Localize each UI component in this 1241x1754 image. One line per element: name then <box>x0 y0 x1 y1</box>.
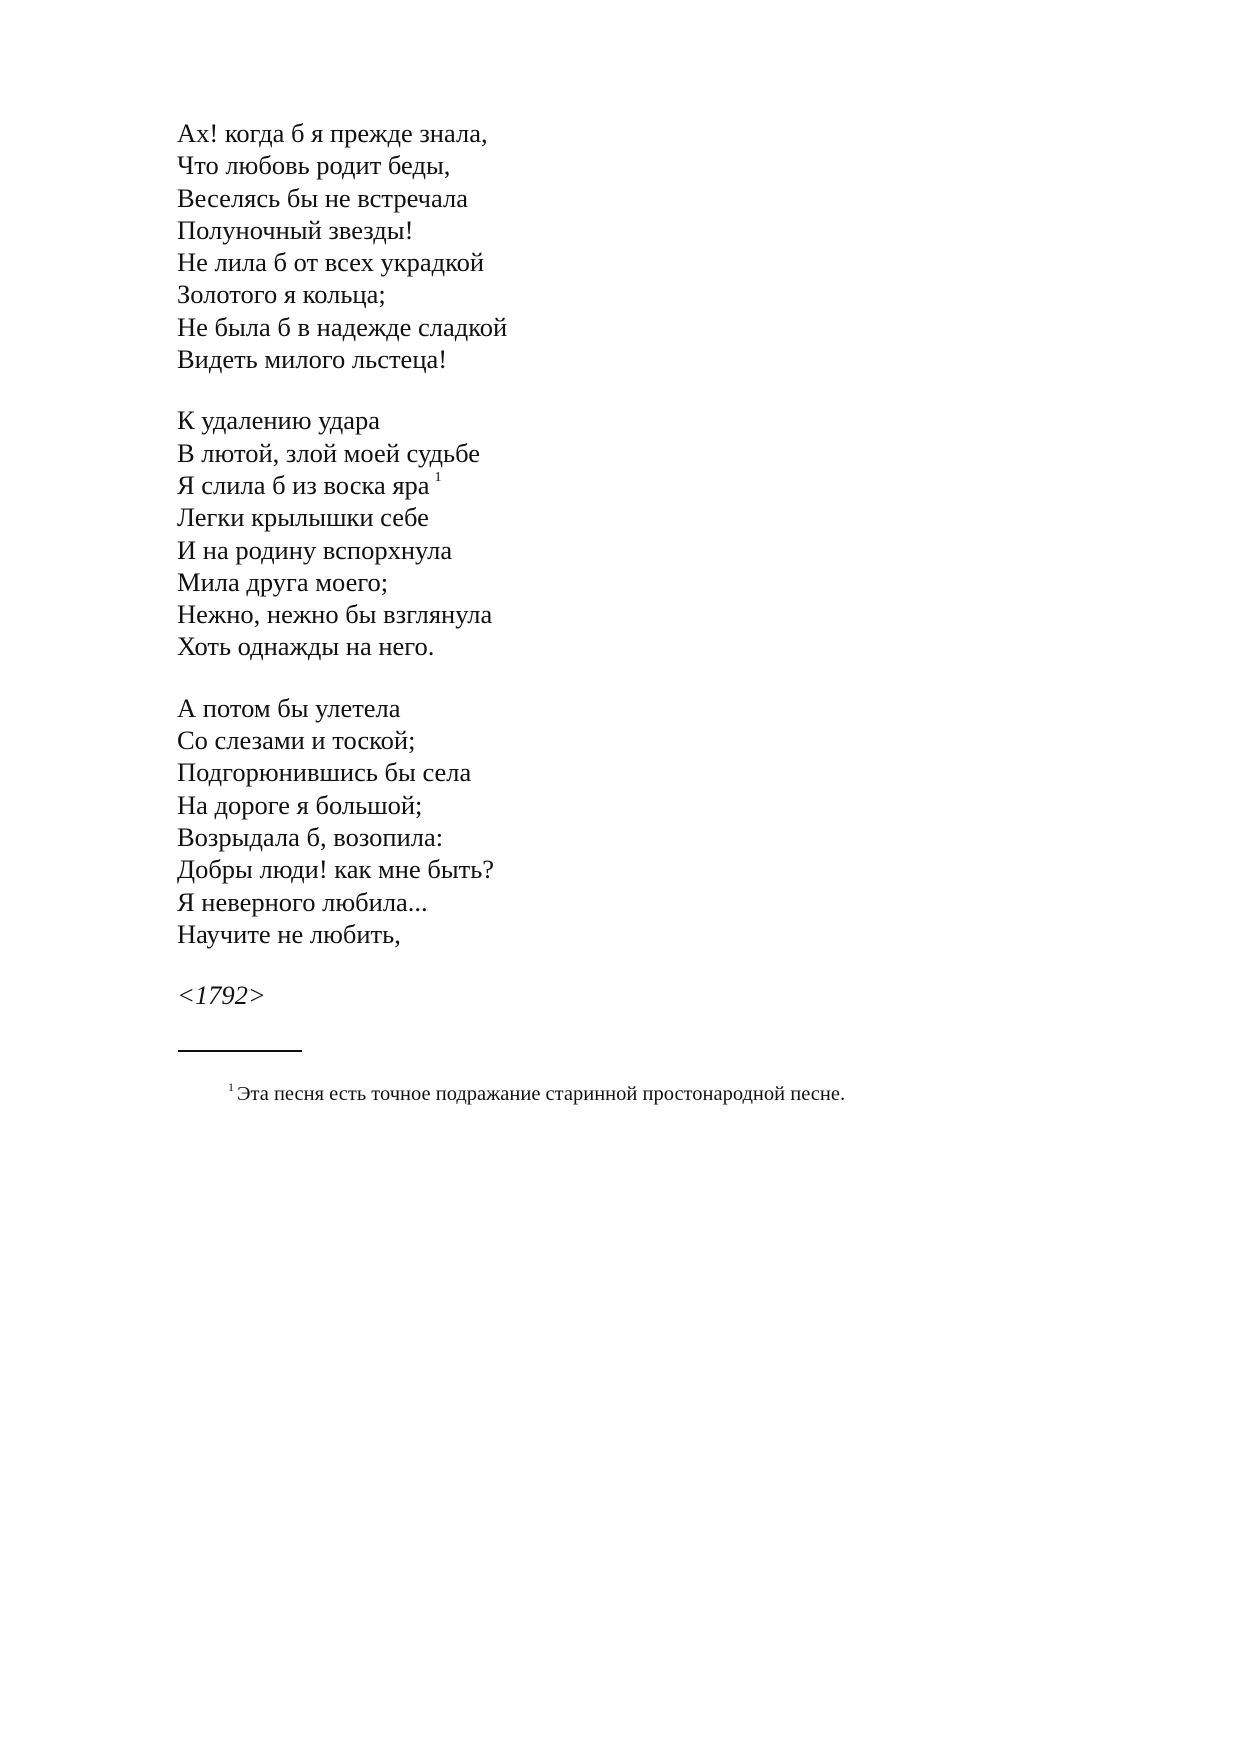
poem-line: Полуночный звезды! <box>177 214 414 245</box>
poem-line: Не была б в надежде сладкой <box>177 311 508 342</box>
poem-line: Добры люди! как мне быть? <box>177 854 495 885</box>
poem-line: Научите не любить, <box>177 918 401 949</box>
poem <box>177 117 1077 1011</box>
poem-date: <1792> <box>177 980 266 1011</box>
poem-line-with-footnote <box>177 469 1077 501</box>
stanza-2 <box>177 404 1077 662</box>
poem-line: Мила друга моего; <box>177 566 389 597</box>
poem-line: Хоть однажды на него. <box>177 631 435 662</box>
poem-line: Я неверного любила... <box>177 886 428 917</box>
stanza-1 <box>177 117 1077 375</box>
poem-line: Подгорюнившись бы села <box>177 757 472 788</box>
poem-line: Видеть милого льстеца! <box>177 344 448 375</box>
stanza-3 <box>177 692 1077 950</box>
footnote-text: Эта песня есть точное подражание старинной простонародной песне. <box>237 1083 846 1105</box>
poem-line: К удалению удара <box>177 405 380 436</box>
footnote <box>228 1082 845 1106</box>
footnote-separator <box>178 1050 302 1052</box>
poem-line: Нежно, нежно бы взглянула <box>177 599 493 630</box>
poem-line: Возрыдала б, возопила: <box>177 821 444 852</box>
poem-line: Не лила б от всех украдкой <box>177 247 485 278</box>
poem-line: Золотого я кольца; <box>177 279 386 310</box>
poem-line: Легки крылышки себе <box>177 502 429 533</box>
footnote-mark: 1 <box>228 1080 234 1094</box>
poem-line: Веселясь бы не встречала <box>177 182 468 213</box>
poem-line: Со слезами и тоской; <box>177 725 416 756</box>
footnote-reference[interactable]: 1 <box>434 469 442 485</box>
poem-line: На дороге я большой; <box>177 789 423 820</box>
poem-line: В лютой, злой моей судьбе <box>177 437 481 468</box>
poem-line: А потом бы улетела <box>177 692 401 723</box>
poem-line-text: Я слила б из воска яра <box>177 469 430 500</box>
poem-line: Ах! когда б я прежде знала, <box>177 118 488 148</box>
poem-line: И на родину вспорхнула <box>177 534 453 565</box>
poem-line: Что любовь родит беды, <box>177 150 451 181</box>
